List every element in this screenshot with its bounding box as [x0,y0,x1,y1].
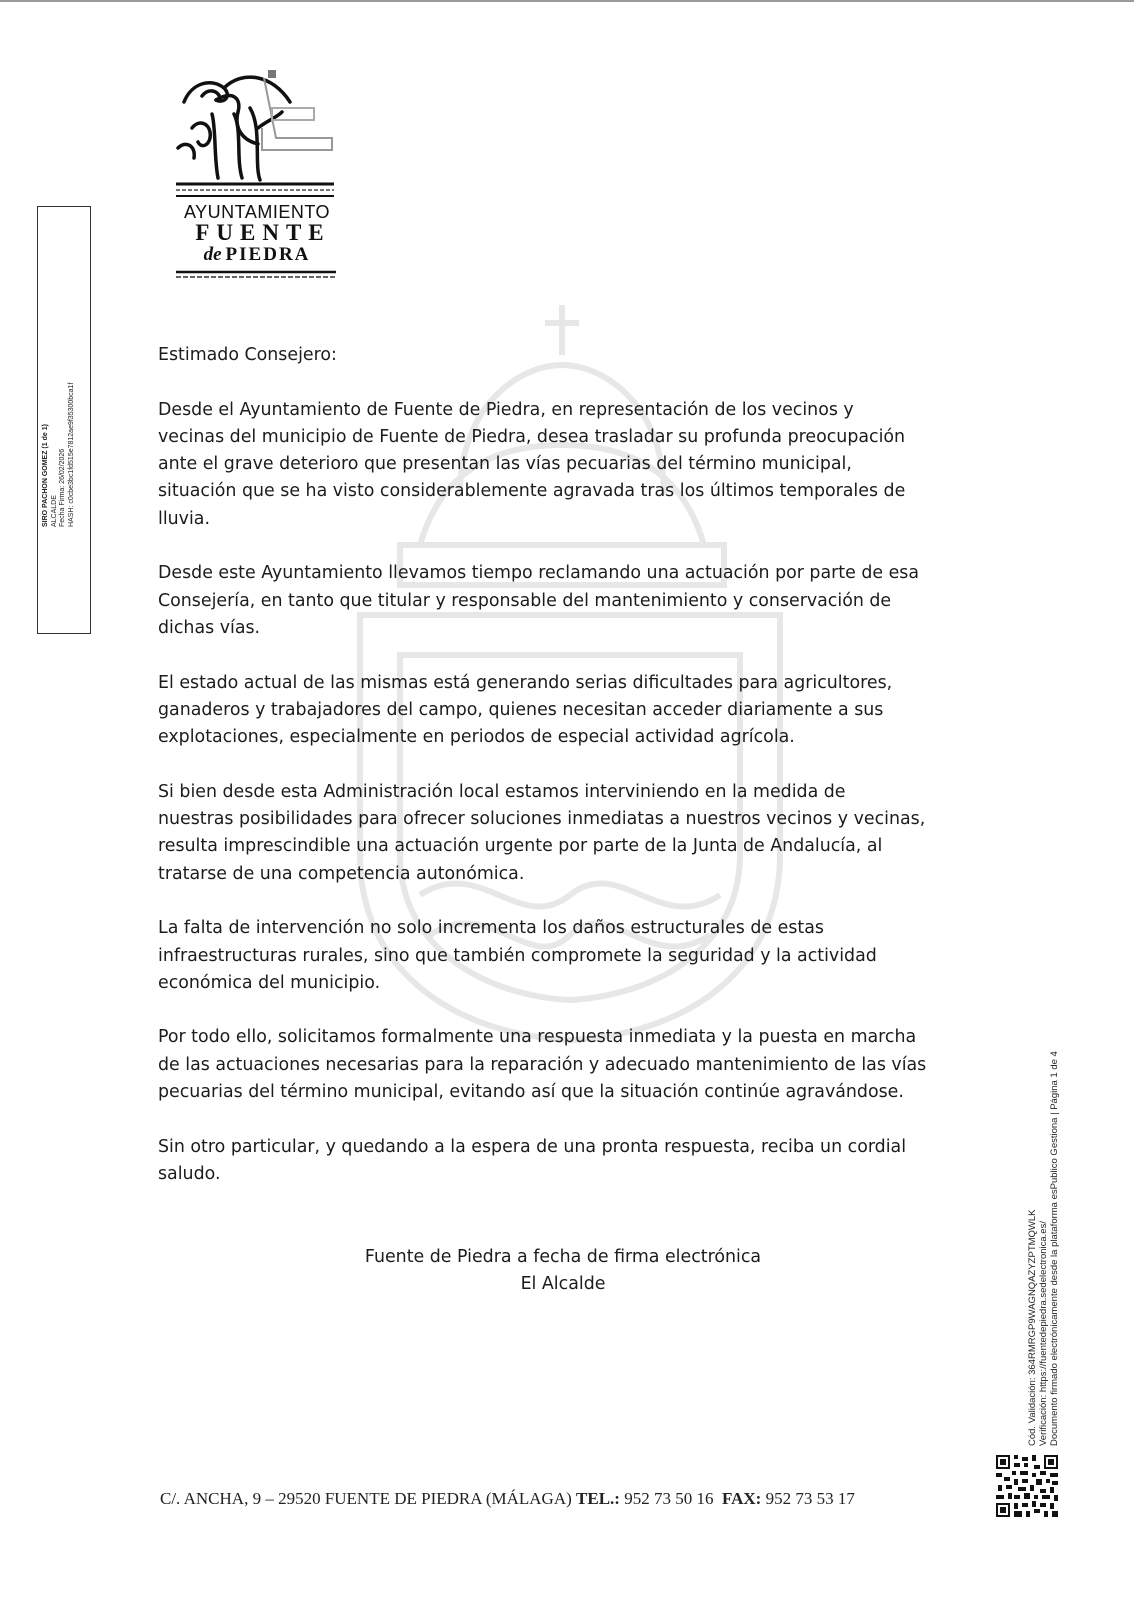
signer-role: ALCALDE [50,495,58,527]
validation-note: Documento firmado electrónicamente desde la plataforma esPublico Gestiona | Página 1 de 4 [1049,1051,1060,1446]
letter-closing [158,1244,968,1299]
flamingo-emblem-icon [172,68,342,200]
footer-address: C/. ANCHA, 9 – 29520 FUENTE DE PIEDRA (MÁLAGA) [160,1489,572,1508]
salutation: Estimado Consejero: [158,345,337,365]
paragraph-1: Desde el Ayuntamiento de Fuente de Piedra, en representación de los vecinos y vecinas del municipio de Fuente de Piedra, desea trasladar su profunda preocupación ante el grave deterioro que presentan las vías pecuarias del término municipal, situación que se ha visto considerablemente agravada tras los últimos temporales de lluvia. [158,399,906,529]
logo-title-piedra [172,244,342,266]
qr-code-icon [996,1455,1058,1517]
logo-piedra: PIEDRA [225,244,311,265]
logo-de: de [203,244,222,265]
logo-title-fuente: FUENTE [195,220,331,245]
closing-role: El Alcalde [520,1274,606,1295]
logo-title-ayuntamiento: AYUNTAMIENTO [183,202,330,222]
validation-text [1027,976,1060,1446]
paragraph-7: Sin otro particular, y quedando a la espera de una pronta respuesta, reciba un cordial saludo. [158,1136,907,1184]
signer-name: SIRO PACHON GOMEZ (1 de 1) [42,424,49,527]
footer-tel-label: TEL.: [576,1489,620,1508]
paragraph-3: El estado actual de las mismas está generando serias dificultades para agricultores, ganaderos y trabajadores del campo, quienes necesitan acceder diariamente a sus explotaciones, especialmente en periodos de especial actividad agrícola. [158,672,893,748]
paragraph-2: Desde este Ayuntamiento llevamos tiempo reclamando una actuación por parte de esa Consejería, en tanto que titular y responsable del mantenimiento y conservación de dichas vías. [158,563,920,638]
signature-date: Fecha Firma: 26/02/2026 [59,448,66,527]
municipal-logo [172,68,342,283]
footer-tel: 952 73 50 16 [624,1489,714,1508]
paragraph-5: La falta de intervención no solo incrementa los daños estructurales de estas infraestructuras rurales, sino que también compromete la seguridad y la actividad económica del municipio. [158,918,877,993]
validation-url: Verificación: https://fuentedepiedra.sedelectronica.es/ [1038,1221,1049,1446]
paragraph-4: Si bien desde esta Administración local estamos interviniendo en la medida de nuestras posibilidades para ofrecer soluciones inmediatas a nuestros vecinos y vecinas, resulta imprescindible una actuación urgente por parte de la Junta de Andalucía, al tratarse de una competencia autonómica. [158,781,926,884]
validation-code: Cód. Validación: 364RMRGP9WAGNQAZYZPTMQWLK [1027,1209,1038,1446]
top-border [0,0,1134,2]
logo-underline-icon [176,270,336,280]
footer-contact [160,1489,960,1509]
signature-stamp-text [42,327,76,527]
signature-hash: HASH: c0cbe3bc1fd515e7812ae9f35300bca1f [67,382,75,527]
letter-body [158,342,968,1216]
footer-fax-label: FAX: [721,1489,762,1508]
footer-fax: 952 73 53 17 [765,1489,855,1508]
closing-place: Fuente de Piedra a fecha de firma electrónica [364,1247,762,1267]
paragraph-6: Por todo ello, solicitamos formalmente una respuesta inmediata y la puesta en marcha de las actuaciones necesarias para la reparación y adecuado mantenimiento de las vías pecuarias del término municipal, evitando así que la situación continúe agravándose. [158,1027,927,1103]
